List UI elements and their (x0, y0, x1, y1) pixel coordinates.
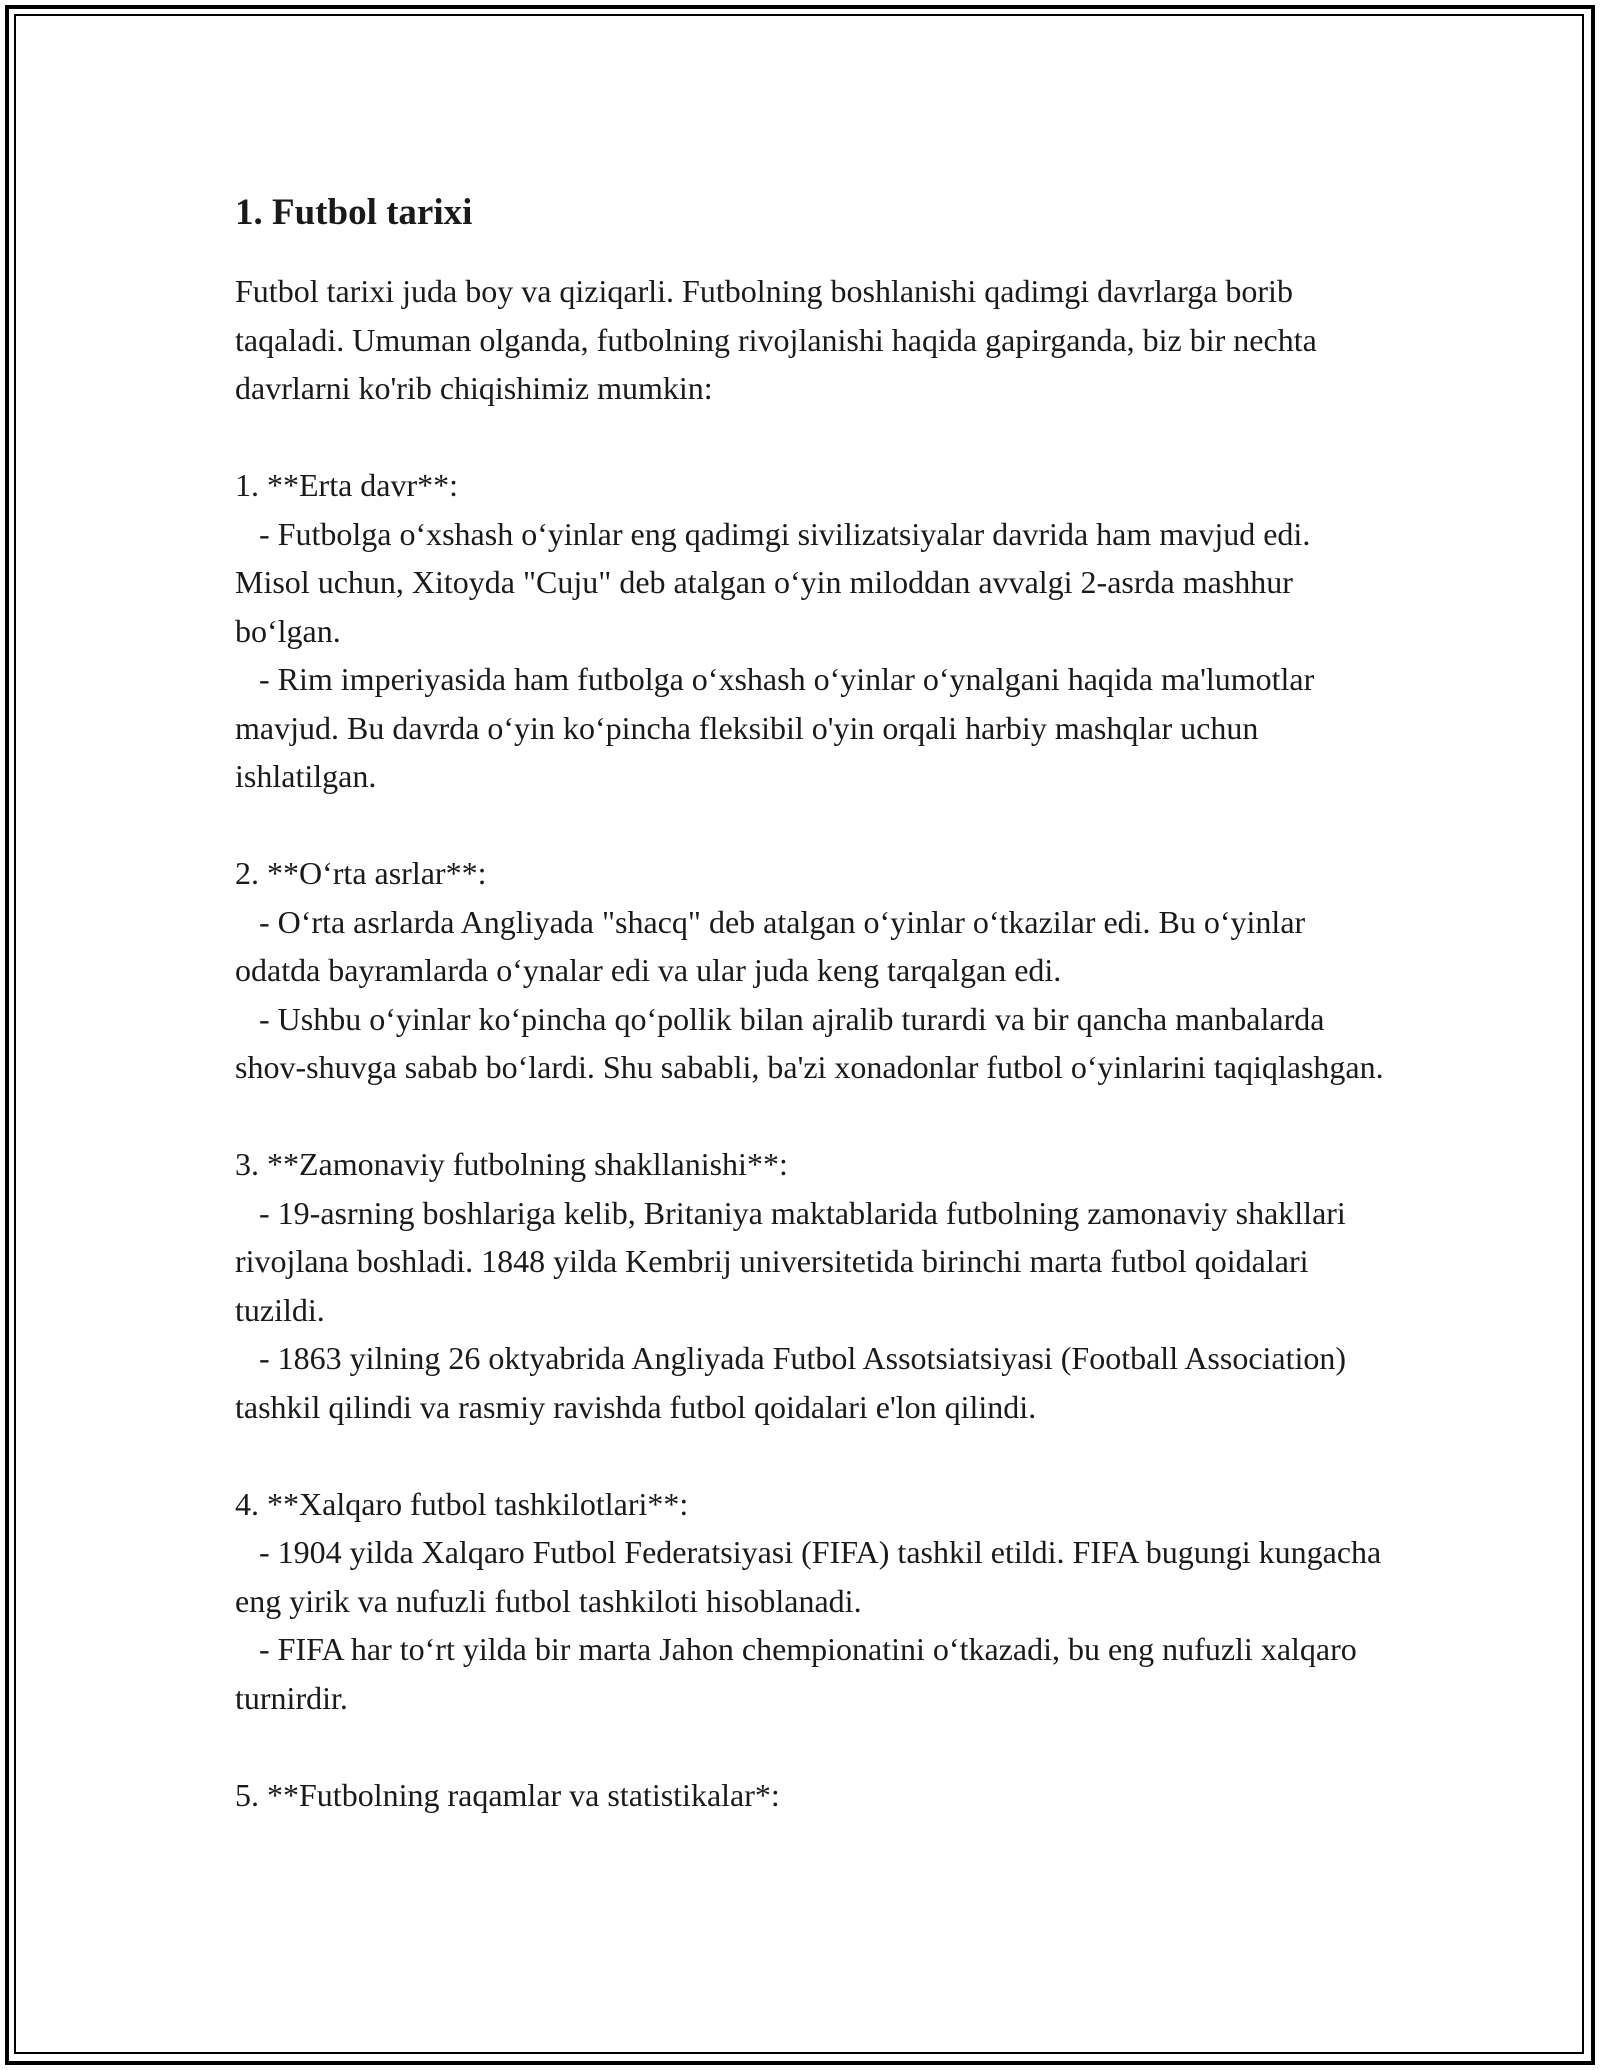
section-bullet: - FIFA har toʻrt yilda bir marta Jahon chempionatini oʻtkazadi, bu eng nufuzli xalqaro turnirdir. (235, 1631, 1365, 1716)
section-bullet: - Rim imperiyasida ham futbolga oʻxshash oʻyinlar oʻynalgani haqida ma'lumotlar mavjud. Bu davrda oʻyin koʻpincha fleksibil o'yin orqali harbiy mashqlar uchun ishlatilgan. (235, 661, 1323, 794)
section-heading: 4. **Xalqaro futbol tashkilotlari**: (235, 1485, 689, 1522)
section-bullet: - Futbolga oʻxshash oʻyinlar eng qadimgi sivilizatsiyalar davrida ham mavjud edi. Misol uchun, Xitoyda "Cuju" deb atalgan oʻyin miloddan avvalgi 2-asrda mashhur boʻlgan. (235, 515, 1319, 649)
section-bullet: - Oʻrta asrlarda Angliyada "shacq" deb atalgan oʻyinlar oʻtkazilar edi. Bu oʻyinlar odatda bayramlarda oʻynalar edi va ular juda keng tarqalgan edi. (235, 903, 1314, 988)
section-heading: 1. **Erta davr**: (235, 467, 459, 503)
intro-paragraph: Futbol tarixi juda boy va qiziqarli. Futbolning boshlanishi qadimgi davrlarga borib taqaladi. Umuman olganda, futbolning rivojlanishi haqida gapirganda, biz bir nechta davrlarni ko'rib chiqishimiz mumkin: (235, 273, 1325, 406)
document-body (235, 185, 1390, 1819)
section-heading: 2. **Oʻrta asrlar**: (235, 855, 487, 891)
section-orta-asrlar (235, 849, 1385, 1092)
section-erta-davr (235, 461, 1385, 801)
section-zamonaviy-futbol (235, 1140, 1385, 1431)
section-xalqaro-tashkilotlar (235, 1480, 1390, 1723)
section-heading: 5. **Futbolning raqamlar va statistikalar*: (235, 1776, 780, 1813)
section-bullet: - 1863 yilning 26 oktyabrida Angliyada Futbol Assotsiatsiyasi (Football Association) tashkil qilindi va rasmiy ravishda futbol qoidalari e'lon qilindi. (235, 1340, 1355, 1425)
section-heading: 3. **Zamonaviy futbolning shakllanishi**: (235, 1146, 788, 1182)
section-bullet: - Ushbu oʻyinlar koʻpincha qoʻpollik bilan ajralib turardi va bir qancha manbalarda shov-shuvga sabab boʻlardi. Shu sababli, ba'zi xonadonlar futbol oʻyinlarini taqiqlashgan. (235, 1000, 1384, 1085)
section-bullet: - 1904 yilda Xalqaro Futbol Federatsiyasi (FIFA) tashkil etildi. FIFA bugungi kungacha eng yirik va nufuzli futbol tashkiloti hisoblanadi. (235, 1534, 1390, 1619)
document-title: 1. Futbol tarixi (235, 192, 473, 233)
section-raqamlar-statistika (235, 1771, 1385, 1820)
section-bullet: - 19-asrning boshlariga kelib, Britaniya maktablarida futbolning zamonaviy shakllari rivojlana boshladi. 1848 yilda Kembrij universitetida birinchi marta futbol qoidalari tuzildi. (235, 1194, 1354, 1328)
